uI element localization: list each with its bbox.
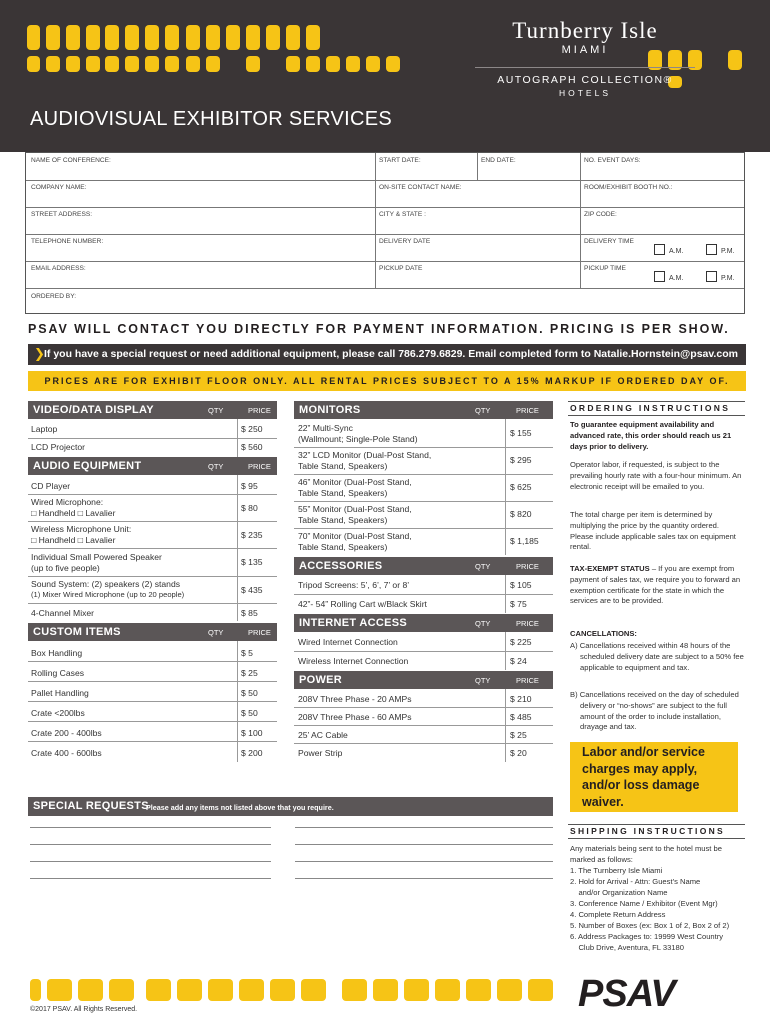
item-price: $ 210 — [510, 694, 532, 704]
hotel-collection-sub: HOTELS — [558, 88, 611, 98]
telephone-field[interactable]: TELEPHONE NUMBER: — [31, 238, 104, 245]
booth-number-field[interactable]: ROOM/EXHIBIT BOOTH NO.: — [584, 184, 673, 191]
list-item: LCD Projector — [31, 442, 85, 452]
start-date-field[interactable]: START DATE: — [379, 157, 421, 164]
list-item: Pallet Handling — [31, 688, 89, 698]
pickup-am-checkbox[interactable] — [654, 271, 665, 282]
email-field[interactable]: EMAIL ADDRESS: — [31, 265, 86, 272]
item-price: $ 80 — [241, 503, 258, 513]
delivery-pm-label: P.M. — [721, 248, 735, 255]
list-item-sub: Table Stand, Speakers) — [298, 488, 388, 498]
street-address-field[interactable]: STREET ADDRESS: — [31, 211, 93, 218]
list-item-sub: Table Stand, Speakers) — [298, 515, 388, 525]
item-price: $ 560 — [241, 442, 263, 452]
cancellation-a: A) Cancellations received within 48 hours of the scheduled delivery date are subject to a 50% fee applicable to equipment and tax. — [570, 641, 744, 672]
item-price: $ 100 — [241, 728, 263, 738]
ordering-p3: The total charge per item is determined by multiplying the price by the quantity ordered. Please include applicable sales tax on equipment rental. — [570, 510, 736, 552]
exhibitor-info-form — [25, 152, 745, 314]
shipping-line: 2. Hold for Arrival - Attn: Guest’s Name — [570, 877, 701, 886]
cancellations-heading: CANCELLATIONS: — [570, 629, 637, 638]
ordering-p2: Operator labor, if requested, is subject to the prevailing hourly rate with a four-hour minimum. An electronic receipt will be emailed to you. — [570, 460, 742, 491]
shipping-line: and/or Organization Name — [570, 888, 668, 897]
delivery-date-field[interactable]: DELIVERY DATE — [379, 238, 431, 245]
shipping-line: Any materials being sent to the hotel must be — [570, 844, 722, 853]
zip-code-field[interactable]: ZIP CODE: — [584, 211, 617, 218]
item-price: $ 25 — [241, 668, 258, 678]
audio-section-header: AUDIO EQUIPMENT QTY PRICE — [28, 457, 277, 475]
shipping-line: marked as follows: — [570, 855, 633, 864]
internet-section-header: INTERNET ACCESS QTY PRICE — [294, 614, 553, 632]
onsite-contact-field[interactable]: ON-SITE CONTACT NAME: — [379, 184, 462, 191]
item-price: $ 135 — [241, 557, 263, 567]
list-item: Individual Small Powered Speaker — [31, 552, 162, 562]
list-item: 208V Three Phase - 20 AMPs — [298, 694, 412, 704]
ordering-p4: TAX-EXEMPT STATUS – If you are exempt from payment of sales tax, we require you to forward an exemption certificate for the state in which the services are to be provided. — [570, 564, 741, 606]
list-item: 32” LCD Monitor (Dual-Post Stand, — [298, 450, 432, 460]
special-request-text: If you have a special request or need additional equipment, please call 786.279.6829. Email completed form to Natalie.Hornstein@psav.com — [44, 348, 738, 360]
item-price: $ 250 — [241, 424, 263, 434]
brand-divider — [475, 67, 695, 68]
city-state-field[interactable]: CITY & STATE : — [379, 211, 426, 218]
delivery-am-checkbox[interactable] — [654, 244, 665, 255]
list-item: 70” Monitor (Dual-Post Stand, — [298, 531, 412, 541]
list-item-sub: Table Stand, Speakers) — [298, 461, 388, 471]
list-item-sub: (Wallmount; Single-Pole Stand) — [298, 434, 418, 444]
item-price: $ 625 — [510, 482, 532, 492]
list-item: Rolling Cases — [31, 668, 85, 678]
conference-name-field[interactable]: NAME OF CONFERENCE: — [31, 157, 111, 164]
list-item: 46” Monitor (Dual-Post Stand, — [298, 477, 412, 487]
item-price: $ 50 — [241, 688, 258, 698]
item-price: $ 155 — [510, 428, 532, 438]
list-item-sub: (1) Mixer Wired Microphone (up to 20 people) — [31, 590, 185, 599]
item-price: $ 225 — [510, 637, 532, 647]
item-price: $ 85 — [241, 608, 258, 618]
custom-section-header: CUSTOM ITEMS QTY PRICE — [28, 623, 277, 641]
chevron-right-icon: ❯ — [34, 346, 45, 361]
list-item: Tripod Screens: 5’, 6’, 7’ or 8’ — [298, 580, 410, 590]
list-item: 22” Multi-Sync — [298, 423, 353, 433]
power-section-header: POWER QTY PRICE — [294, 671, 553, 689]
list-item-sub: (up to five people) — [31, 563, 100, 573]
special-request-banner — [28, 344, 746, 365]
list-item: Box Handling — [31, 648, 83, 658]
item-price: $ 75 — [510, 599, 527, 609]
price-notice-banner: PRICES ARE FOR EXHIBIT FLOOR ONLY. ALL RENTAL PRICES SUBJECT TO A 15% MARKUP IF ORDERED DAY OF. — [28, 371, 746, 391]
pickup-date-field[interactable]: PICKUP DATE — [379, 265, 423, 272]
item-price: $ 435 — [241, 585, 263, 595]
event-days-field[interactable]: NO. EVENT DAYS: — [584, 157, 641, 164]
cancellation-b: B) Cancellations received on the day of scheduled delivery or “no-shows” are subject to the full amount of the order to include installation, drayage and tax. — [570, 690, 739, 732]
special-requests-header: SPECIAL REQUESTS Please add any items not listed above that you require. — [28, 797, 553, 816]
list-item: Wireless Internet Connection — [298, 656, 409, 666]
shipping-instructions-heading: SHIPPING INSTRUCTIONS — [570, 826, 726, 836]
labor-charges-note: Labor and/or service charges may apply, and/or loss damage waiver. — [570, 742, 738, 812]
item-price: $ 820 — [510, 509, 532, 519]
video-section-header: VIDEO/DATA DISPLAY QTY PRICE — [28, 401, 277, 419]
item-price: $ 25 — [510, 730, 527, 740]
item-price: $ 20 — [510, 748, 527, 758]
copyright: ©2017 PSAV. All Rights Reserved. — [30, 1006, 138, 1013]
item-price: $ 295 — [510, 455, 532, 465]
delivery-time-label: DELIVERY TIME — [584, 238, 634, 245]
list-item: 208V Three Phase - 60 AMPs — [298, 712, 412, 722]
ordering-p1: To guarantee equipment availability and advanced rate, this order should reach us 21 days prior to delivery. — [570, 420, 732, 451]
ordering-instructions-heading: ORDERING INSTRUCTIONS — [570, 403, 731, 413]
list-item: Wired Microphone: — [31, 497, 104, 507]
list-item-sub: □ Handheld □ Lavalier — [31, 535, 116, 545]
list-item: Wireless Microphone Unit: — [31, 524, 132, 534]
list-item: Crate <200lbs — [31, 708, 85, 718]
shipping-line: 5. Number of Boxes (ex: Box 1 of 2, Box 2 of 2) — [570, 921, 730, 930]
list-item: 25’ AC Cable — [298, 730, 348, 740]
list-item: Crate 400 - 600lbs — [31, 748, 102, 758]
list-item: Laptop — [31, 424, 58, 434]
list-item: CD Player — [31, 481, 71, 491]
payment-contact-message: PSAV WILL CONTACT YOU DIRECTLY FOR PAYMENT INFORMATION. PRICING IS PER SHOW. — [28, 322, 730, 336]
special-requests-note: Please add any items not listed above that you require. — [146, 803, 334, 812]
hotel-collection: AUTOGRAPH COLLECTION® — [497, 74, 673, 86]
item-price: $ 50 — [241, 708, 258, 718]
shipping-line: 4. Complete Return Address — [570, 910, 666, 919]
hotel-brand-city: MIAMI — [561, 44, 609, 56]
item-price: $ 24 — [510, 656, 527, 666]
list-item-sub: □ Handheld □ Lavalier — [31, 508, 116, 518]
item-price: $ 235 — [241, 530, 263, 540]
item-price: $ 105 — [510, 580, 532, 590]
hotel-brand-name: Turnberry Isle — [512, 18, 658, 43]
ordered-by-field[interactable]: ORDERED BY: — [31, 293, 77, 300]
monitors-section-header: MONITORS QTY PRICE — [294, 401, 553, 419]
item-price: $ 485 — [510, 712, 532, 722]
item-price: $ 200 — [241, 748, 263, 758]
shipping-line: Club Drive, Aventura, FL 33180 — [570, 943, 684, 952]
list-item: Sound System: (2) speakers (2) stands — [31, 579, 181, 589]
list-item: Wired Internet Connection — [298, 637, 398, 647]
psav-logo: PSAV — [578, 973, 675, 1015]
list-item: 55” Monitor (Dual-Post Stand, — [298, 504, 412, 514]
company-name-field[interactable]: COMPANY NAME: — [31, 184, 87, 191]
list-item: Crate 200 - 400lbs — [31, 728, 102, 738]
list-item: 42”- 54” Rolling Cart w/Black Skirt — [298, 599, 427, 609]
list-item-sub: Table Stand, Speakers) — [298, 542, 388, 552]
shipping-line: 1. The Turnberry Isle Miami — [570, 866, 663, 875]
pickup-pm-label: P.M. — [721, 275, 735, 282]
item-price: $ 95 — [241, 481, 258, 491]
delivery-pm-checkbox[interactable] — [706, 244, 717, 255]
shipping-line: 6. Address Packages to: 19999 West Country — [570, 932, 724, 941]
list-item: Power Strip — [298, 748, 343, 758]
pickup-pm-checkbox[interactable] — [706, 271, 717, 282]
pickup-time-label: PICKUP TIME — [584, 265, 626, 272]
delivery-am-label: A.M. — [669, 248, 684, 255]
accessories-section-header: ACCESSORIES QTY PRICE — [294, 557, 553, 575]
header-band — [0, 0, 770, 152]
shipping-line: 3. Conference Name / Exhibitor (Event Mgr) — [570, 899, 718, 908]
item-price: $ 5 — [241, 648, 253, 658]
item-price: $ 1,185 — [510, 536, 539, 546]
end-date-field[interactable]: END DATE: — [481, 157, 516, 164]
list-item: 4-Channel Mixer — [31, 608, 95, 618]
pickup-am-label: A.M. — [669, 275, 684, 282]
page-title: AUDIOVISUAL EXHIBITOR SERVICES — [30, 108, 393, 130]
